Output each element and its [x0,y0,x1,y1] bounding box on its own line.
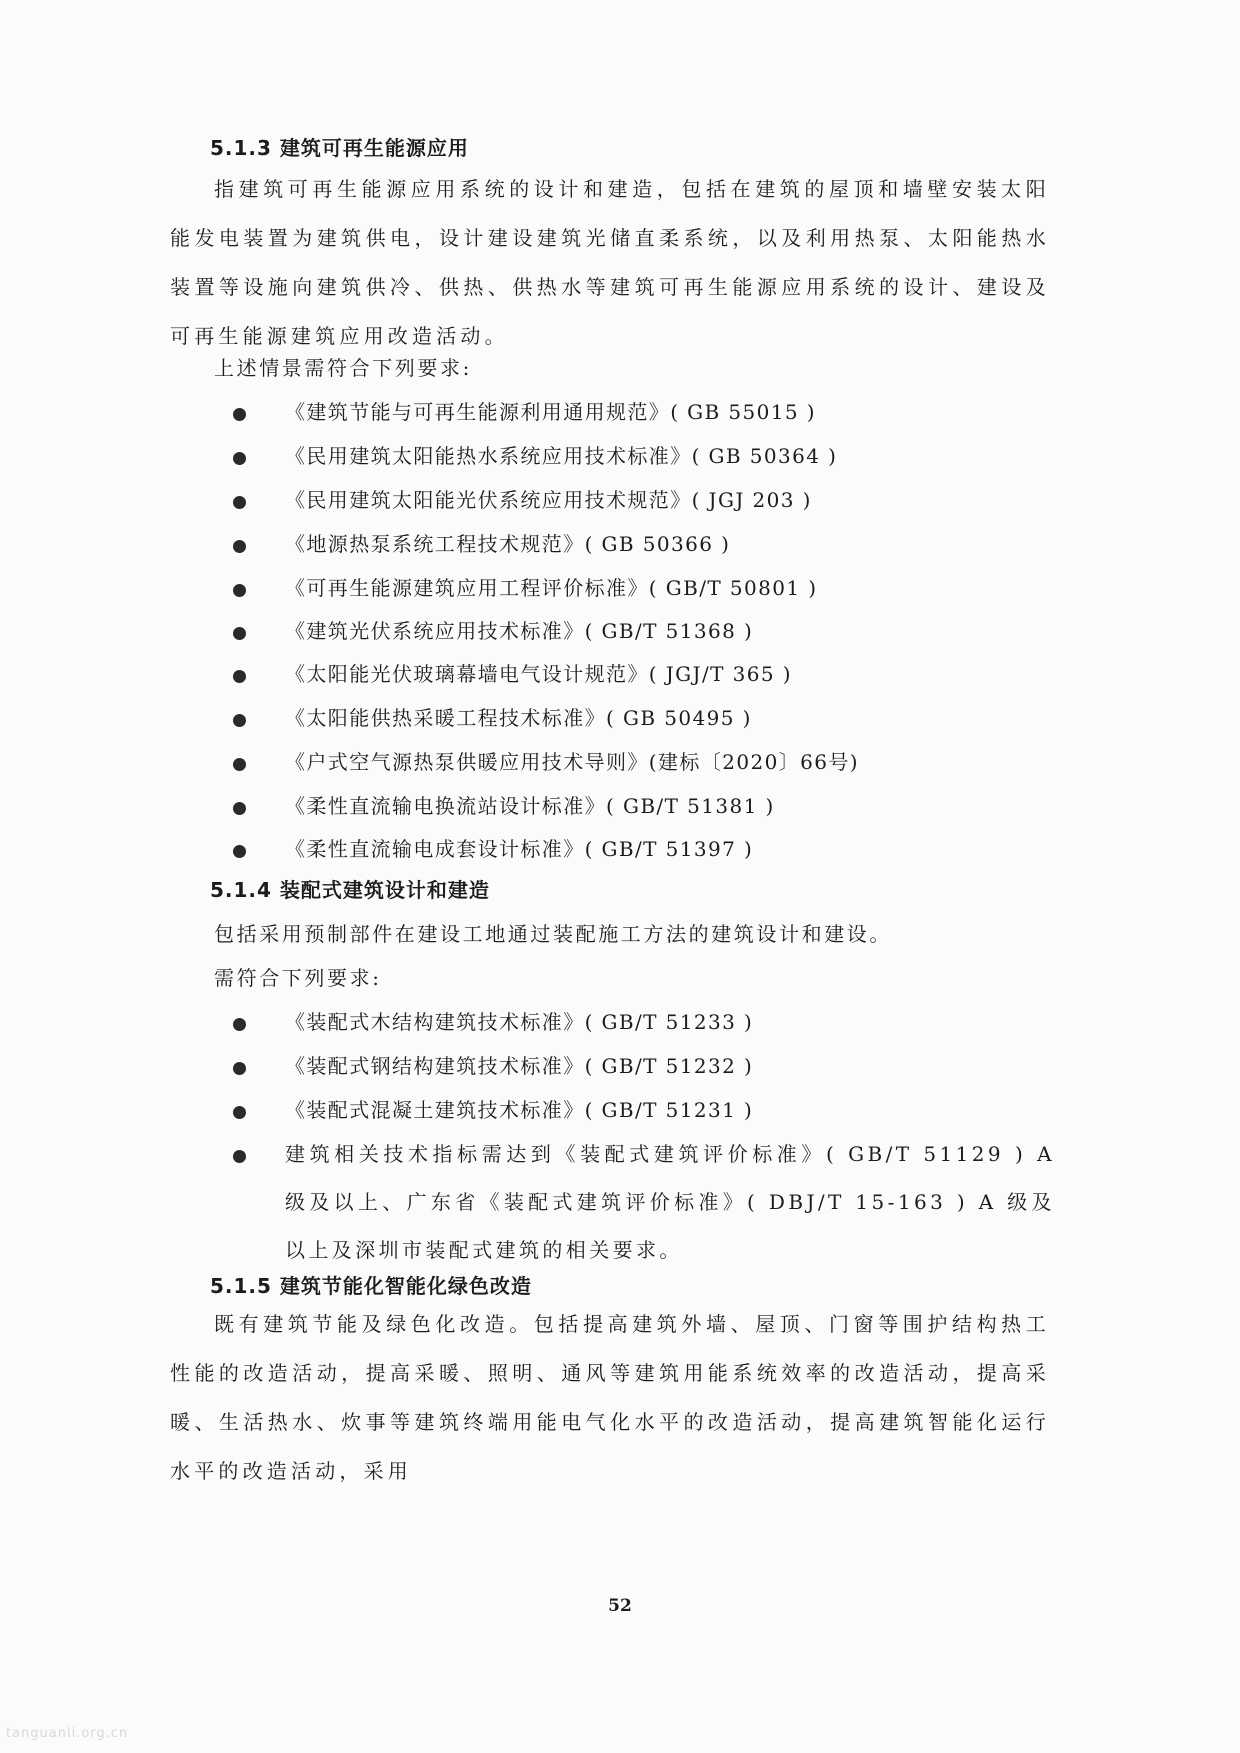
bullet-icon [233,758,246,771]
list-item-text: 《装配式钢结构建筑技术标准》( GB/T 51232 ) [285,1054,754,1078]
list-item [233,658,1063,698]
bullet-icon [233,1018,246,1031]
list-item-text: 《装配式木结构建筑技术标准》( GB/T 51233 ) [285,1010,754,1034]
bullet-icon [233,802,246,815]
list-item-text: 《建筑节能与可再生能源利用通用规范》( GB 55015 ) [285,400,816,424]
list-item-text: 《地源热泵系统工程技术规范》( GB 50366 ) [285,532,731,556]
section-paragraph-5-1-3: 指建筑可再生能源应用系统的设计和建造，包括在建筑的屋顶和墙壁安装太阳能发电装置为建筑供电，设计建设建筑光储直柔系统，以及利用热泵、太阳能热水装置等设施向建筑供冷、供热、供热水等建筑可再生能源应用系统的设计、建设及可再生能源建筑应用改造活动。 [170,177,1050,348]
bullet-icon [233,627,246,640]
page-number: 52 [608,1596,632,1616]
list-item [233,1050,1063,1090]
list-item [233,746,1063,786]
list-item-text: 《柔性直流输电换流站设计标准》( GB/T 51381 ) [285,794,775,818]
bullet-icon [233,670,246,683]
list-item-text: 《民用建筑太阳能热水系统应用技术标准》( GB 50364 ) [285,444,838,468]
bullet-icon [233,408,246,421]
bullet-icon [233,452,246,465]
section-paragraph-5-1-4: 包括采用预制部件在建设工地通过装配施工方法的建筑设计和建设。 [214,922,892,946]
section-heading-5-1-4: 5.1.4 装配式建筑设计和建造 [210,878,490,902]
section-paragraph-5-1-5: 既有建筑节能及绿色化改造。包括提高建筑外墙、屋顶、门窗等围护结构热工性能的改造活动，提高采暖、照明、通风等建筑用能系统效率的改造活动，提高采暖、生活热水、炊事等建筑终端用能电气化水平的改造活动，提高建筑智能化运行水平的改造活动，采用 [170,1312,1050,1483]
list-item-text: 《户式空气源热泵供暖应用技术导则》(建标〔2020〕66号) [285,750,859,774]
bullet-icon [233,1106,246,1119]
list-item [233,484,1063,524]
list-item [233,615,1063,655]
list-item-text: 建筑相关技术指标需达到《装配式建筑评价标准》( GB/T 51129 ) A 级及以上、广东省《装配式建筑评价标准》( DBJ/T 15-163 ) A 级及以上及深圳市装配式建筑的相关要求。 [285,1142,1055,1262]
list-item-text: 《太阳能光伏玻璃幕墙电气设计规范》( JGJ/T 365 ) [285,662,792,686]
list-item [233,1094,1063,1134]
list-item-text: 《装配式混凝土建筑技术标准》( GB/T 51231 ) [285,1098,754,1122]
list-item [233,790,1063,830]
list-item-text: 《建筑光伏系统应用技术标准》( GB/T 51368 ) [285,619,754,643]
list-item [233,528,1063,568]
list-item [233,702,1063,742]
bullet-icon [233,714,246,727]
watermark: tanguanli.org.cn [6,1726,129,1741]
list-item [233,833,1063,873]
list-item [233,572,1063,612]
bullet-icon [233,584,246,597]
section-heading-5-1-3: 5.1.3 建筑可再生能源应用 [210,136,469,160]
list-item-text: 《可再生能源建筑应用工程评价标准》( GB/T 50801 ) [285,576,818,600]
list-item-text: 《柔性直流输电成套设计标准》( GB/T 51397 ) [285,837,754,861]
bullet-icon [233,496,246,509]
bullet-icon [233,1062,246,1075]
list-item [233,396,1063,436]
list-item-text: 《民用建筑太阳能光伏系统应用技术规范》( JGJ 203 ) [285,488,812,512]
list-item [233,1006,1063,1046]
list-item-text: 《太阳能供热采暖工程技术标准》( GB 50495 ) [285,706,752,730]
list-item [233,1138,1063,1288]
requirement-intro-5-1-4: 需符合下列要求: [214,966,382,990]
list-item [233,440,1063,480]
requirement-intro-5-1-3: 上述情景需符合下列要求: [214,356,472,380]
section-heading-5-1-5: 5.1.5 建筑节能化智能化绿色改造 [210,1274,532,1298]
bullet-icon [233,845,246,858]
bullet-icon [233,1150,246,1163]
bullet-icon [233,540,246,553]
